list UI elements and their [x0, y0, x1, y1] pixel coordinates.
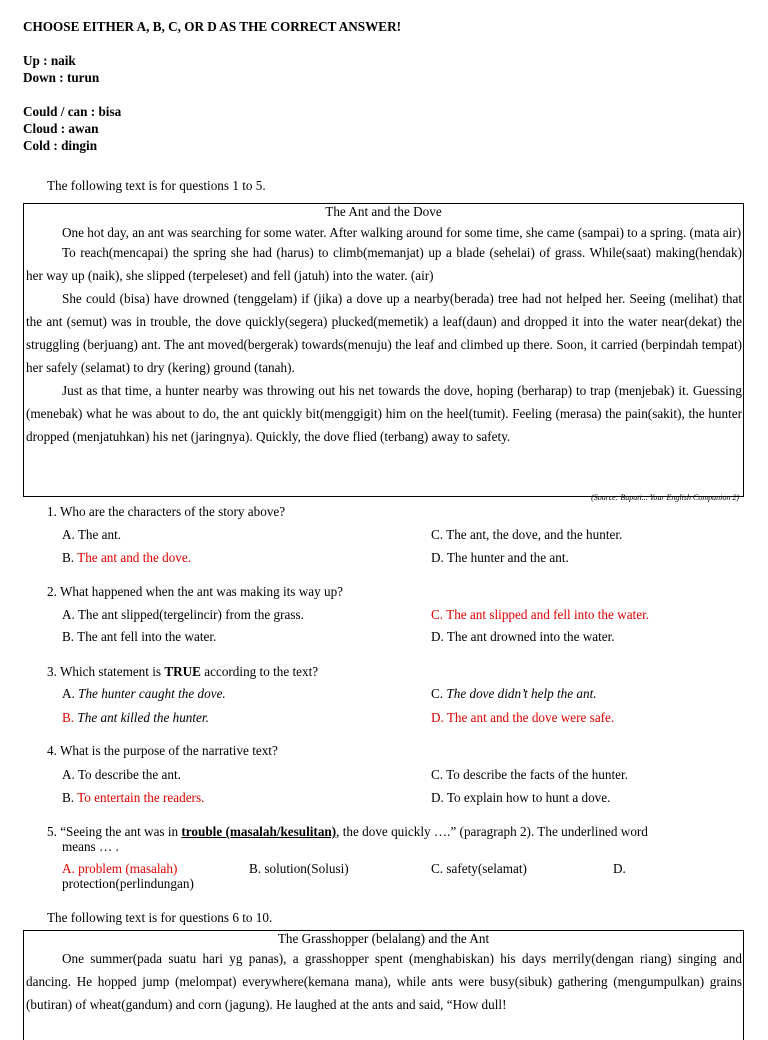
q5-stem-post: , the dove quickly ….” (paragraph 2). The underlined word	[336, 824, 648, 839]
story-title: The Ant and the Dove	[325, 204, 442, 219]
q3-stem-bold: TRUE	[164, 664, 201, 679]
q4-option-b-letter: B.	[62, 790, 78, 805]
question-1: 1. Who are the characters of the story above?	[47, 504, 286, 519]
question-3	[47, 664, 318, 680]
q3-option-a-letter: A.	[62, 686, 79, 701]
story-paragraph-2: To reach(mencapai) the spring she had (harus) to climb(memanjat) up a blade (sehelai) of grass. While(saat) making(hendak) her way up (naik), she slipped (terpeleset) and fell (jatuh) into the water. (air)	[26, 245, 742, 283]
story2-title: The Grasshopper (belalang) and the Ant	[277, 931, 490, 946]
story-paragraph-4: Just as that time, a hunter nearby was throwing out his net towards the dove, hoping (berharap) to trap (menjebak) it. Guessing (menebak) what he was about to do, the ant quickly bit(menggigit) him on the heel(tumit). Feeling (merasa) the pain(sakit), the hunter dropped (menjatuhkan) his net (jaringnya). Quickly, the dove flied (terbang) away to safety.	[26, 383, 742, 444]
q5-stem-line2: means … .	[62, 839, 119, 854]
story-paragraph-1: One hot day, an ant was searching for some water. After walking around for some time, she came (sampai) to a spring. (mata air)	[62, 225, 742, 240]
vocab-cold: Cold : dingin	[23, 138, 98, 153]
q3-stem-post: according to the text?	[200, 664, 319, 679]
q4-option-a[interactable]: A. To describe the ant.	[62, 767, 181, 782]
q3-option-b[interactable]	[62, 710, 209, 726]
story-source: (Source: Bupati... Your English Companion 2)	[591, 493, 739, 502]
q2-option-b[interactable]: B. The ant fell into the water.	[62, 629, 217, 644]
question-2: 2. What happened when the ant was making its way up?	[47, 584, 344, 599]
story2-paragraph-1: One summer(pada suatu hari yg panas), a grasshopper spent (menghabiskan) his days merrily(dengan riang) singing and dancing. He hopped jump (melompat) everywhere(kemana mana), while ants were busy(sibuk) gathering (mengumpulkan) grains (butiran) of wheat(gandum) and corn (jagung). He laughed at the ants and said, “How dull!	[26, 951, 742, 1012]
q3-option-c-text: The dove didn’t help the ant.	[446, 686, 597, 701]
q1-option-b-letter: B.	[62, 550, 78, 565]
vocab-down: Down : turun	[23, 70, 100, 85]
q1-option-b[interactable]	[62, 550, 191, 566]
vocab-could: Could / can : bisa	[23, 104, 122, 119]
q5-underlined-word: trouble (masalah/kesulitan)	[181, 824, 337, 839]
q5-option-d-text: protection(perlindungan)	[62, 876, 194, 891]
story-paragraph-3: She could (bisa) have drowned (tenggelam) if (jika) a dove up a nearby(berada) tree had not helped her. Seeing (melihat) that the ant (semut) was in trouble, the dove quickly(segera) plucked(memetik) a leaf(daun) and dropped it into the water near(dekat) the struggling (berjuang) ant. The ant moved(bergerak) towards(menuju) the leaf and climbed up there. Soon, it carried (berpindah tempat) her safely (selamat) to dry (kering) ground (tanah).	[26, 291, 742, 375]
q3-option-a-text: The hunter caught the dove.	[78, 686, 226, 701]
q3-option-b-letter: B.	[62, 710, 78, 725]
q3-option-b-text: The ant killed the hunter.	[77, 710, 209, 725]
q5-option-c[interactable]: C. safety(selamat)	[431, 861, 527, 876]
q3-option-c-letter: C.	[431, 686, 447, 701]
vocab-cloud: Cloud : awan	[23, 121, 99, 136]
q1-option-b-text: The ant and the dove.	[77, 550, 192, 565]
text1-intro: The following text is for questions 1 to 5.	[47, 178, 266, 193]
question-4: 4. What is the purpose of the narrative text?	[47, 743, 278, 758]
q4-option-c[interactable]: C. To describe the facts of the hunter.	[431, 767, 628, 782]
q5-option-a[interactable]: A. problem (masalah)	[62, 861, 178, 876]
text2-intro: The following text is for questions 6 to 10.	[47, 910, 273, 925]
q5-option-b[interactable]: B. solution(Solusi)	[249, 861, 349, 876]
q3-option-c[interactable]	[431, 686, 597, 702]
q1-option-d[interactable]: D. The hunter and the ant.	[431, 550, 569, 565]
vocab-up: Up : naik	[23, 53, 76, 68]
q3-option-a[interactable]	[62, 686, 226, 702]
q2-option-c[interactable]: C. The ant slipped and fell into the water.	[431, 607, 650, 622]
q1-option-c[interactable]: C. The ant, the dove, and the hunter.	[431, 527, 623, 542]
q5-option-d[interactable]: D.	[613, 861, 626, 876]
story-box-ant-dove	[23, 203, 744, 502]
question-5	[47, 824, 747, 840]
q2-option-d[interactable]: D. The ant drowned into the water.	[431, 629, 615, 644]
q3-stem-pre: 3. Which statement is	[47, 664, 165, 679]
q4-option-b[interactable]	[62, 790, 204, 806]
q1-option-a[interactable]: A. The ant.	[62, 527, 122, 542]
instruction-heading: CHOOSE EITHER A, B, C, OR D AS THE CORRECT ANSWER!	[23, 19, 402, 34]
q4-option-b-text: To entertain the readers.	[77, 790, 205, 805]
q2-option-a[interactable]: A. The ant slipped(tergelincir) from the grass.	[62, 607, 304, 622]
q4-option-d[interactable]: D. To explain how to hunt a dove.	[431, 790, 611, 805]
q3-option-d[interactable]: D. The ant and the dove were safe.	[431, 710, 615, 725]
q5-stem-pre: 5. “Seeing the ant was in	[47, 824, 182, 839]
